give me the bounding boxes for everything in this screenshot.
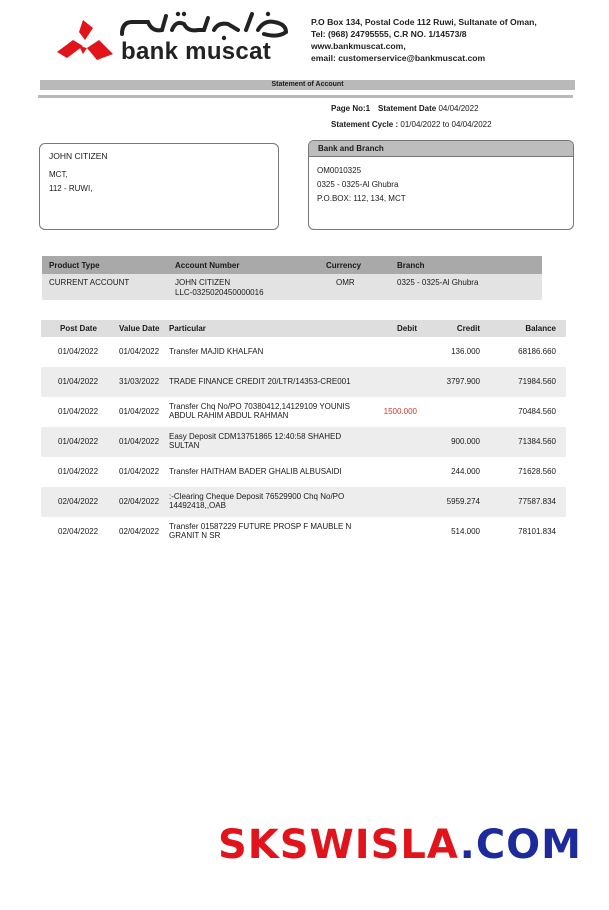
value-date: 01/04/2022 (119, 347, 160, 356)
post-date: 01/04/2022 (58, 347, 99, 356)
account-table-header (42, 256, 542, 274)
particular: Transfer 01587229 FUTURE PROSP F MAUBLE N (169, 522, 352, 531)
divider (38, 95, 573, 98)
address-line: email: customerservice@bankmuscat.com (311, 53, 486, 63)
col-balance: Balance (525, 324, 556, 333)
watermark (218, 822, 582, 868)
credit: 3797.900 (446, 377, 480, 386)
customer-address-box (39, 143, 279, 230)
particular-line-2: GRANIT N SR (169, 531, 221, 540)
particular: Transfer Chq No/PO 70380412,14129109 YOUNIS (169, 402, 350, 411)
value-date: 01/04/2022 (119, 407, 160, 416)
value-date: 02/04/2022 (119, 497, 160, 506)
address-line: www.bankmuscat.com, (311, 41, 406, 51)
bank-name: bank muscat (121, 38, 272, 65)
balance: 77587.834 (518, 497, 556, 506)
particular: Transfer MAJID KHALFAN (169, 347, 264, 356)
branch-heading: Bank and Branch (318, 144, 384, 153)
particular-line-2: 14492418,,OAB (169, 501, 226, 510)
branch-code: OM0010325 (317, 166, 362, 175)
particular-line-2: ABDUL RAHIM ABDUL RAHMAN (169, 411, 289, 420)
customer-address-line: MCT, (49, 170, 68, 179)
value-date: 31/03/2022 (119, 377, 160, 386)
header-product-type: Product Type (49, 261, 100, 270)
branch-pobox: P.O.BOX: 112, 134, MCT (317, 194, 406, 203)
watermark-text: SKSWISLA (218, 822, 460, 868)
value-date: 01/04/2022 (119, 437, 160, 446)
account-name: JOHN CITIZEN (175, 278, 231, 287)
post-date: 01/04/2022 (58, 377, 99, 386)
credit: 244.000 (451, 467, 480, 476)
post-date: 01/04/2022 (58, 407, 99, 416)
address-line: Tel: (968) 24795555, C.R NO. 1/14573/8 (311, 29, 467, 39)
address-line: P.O Box 134, Postal Code 112 Ruwi, Sultanate of Oman, (311, 17, 537, 27)
statement-date: Statement Date 04/04/2022 (378, 104, 479, 113)
particular: :-Clearing Cheque Deposit 76529900 Chq No/PO (169, 492, 345, 501)
particular-line-2: SULTAN (169, 441, 200, 450)
balance: 71384.560 (518, 437, 556, 446)
customer-address-line: 112 - RUWI, (49, 184, 93, 193)
balance: 70484.560 (518, 407, 556, 416)
post-date: 02/04/2022 (58, 527, 99, 536)
col-post-date: Post Date (60, 324, 97, 333)
post-date: 01/04/2022 (58, 437, 99, 446)
value-date: 01/04/2022 (119, 467, 160, 476)
balance: 68186.660 (518, 347, 556, 356)
credit: 514.000 (451, 527, 480, 536)
bank-name-arabic (118, 8, 296, 42)
credit: 5959.274 (446, 497, 480, 506)
col-credit: Credit (456, 324, 480, 333)
currency: OMR (336, 278, 355, 287)
credit: 136.000 (451, 347, 480, 356)
col-value-date: Value Date (119, 324, 160, 333)
balance: 78101.834 (518, 527, 556, 536)
particular: TRADE FINANCE CREDIT 20/LTR/14353-CRE001 (169, 377, 351, 386)
branch-name: 0325 - 0325-Al Ghubra (317, 180, 399, 189)
particular: Transfer HAITHAM BADER GHALIB ALBUSAIDI (169, 467, 342, 476)
value-date: 02/04/2022 (119, 527, 160, 536)
balance: 71628.560 (518, 467, 556, 476)
page-number: Page No:1 (331, 104, 371, 113)
branch-box (308, 140, 574, 230)
particular: Easy Deposit CDM13751865 12:40:58 SHAHED (169, 432, 342, 441)
watermark-domain: .COM (459, 822, 582, 868)
header-account-number: Account Number (175, 261, 240, 270)
col-particular: Particular (169, 324, 206, 333)
debit: 1500.000 (383, 407, 417, 416)
balance: 71984.560 (518, 377, 556, 386)
credit: 900.000 (451, 437, 480, 446)
col-debit: Debit (397, 324, 417, 333)
post-date: 02/04/2022 (58, 497, 99, 506)
bank-logo-icon (53, 18, 115, 66)
customer-name: JOHN CITIZEN (49, 151, 108, 161)
bank-address (311, 16, 537, 64)
product-type: CURRENT ACCOUNT (49, 278, 130, 287)
header-currency: Currency (326, 261, 362, 270)
account-number: LLC-0325020450000016 (175, 288, 264, 297)
post-date: 01/04/2022 (58, 467, 99, 476)
branch-value: 0325 - 0325-Al Ghubra (397, 278, 479, 287)
statement-cycle: Statement Cycle : 01/04/2022 to 04/04/2022 (331, 120, 492, 129)
header-branch: Branch (397, 261, 425, 270)
statement-title: Statement of Account (271, 81, 344, 88)
